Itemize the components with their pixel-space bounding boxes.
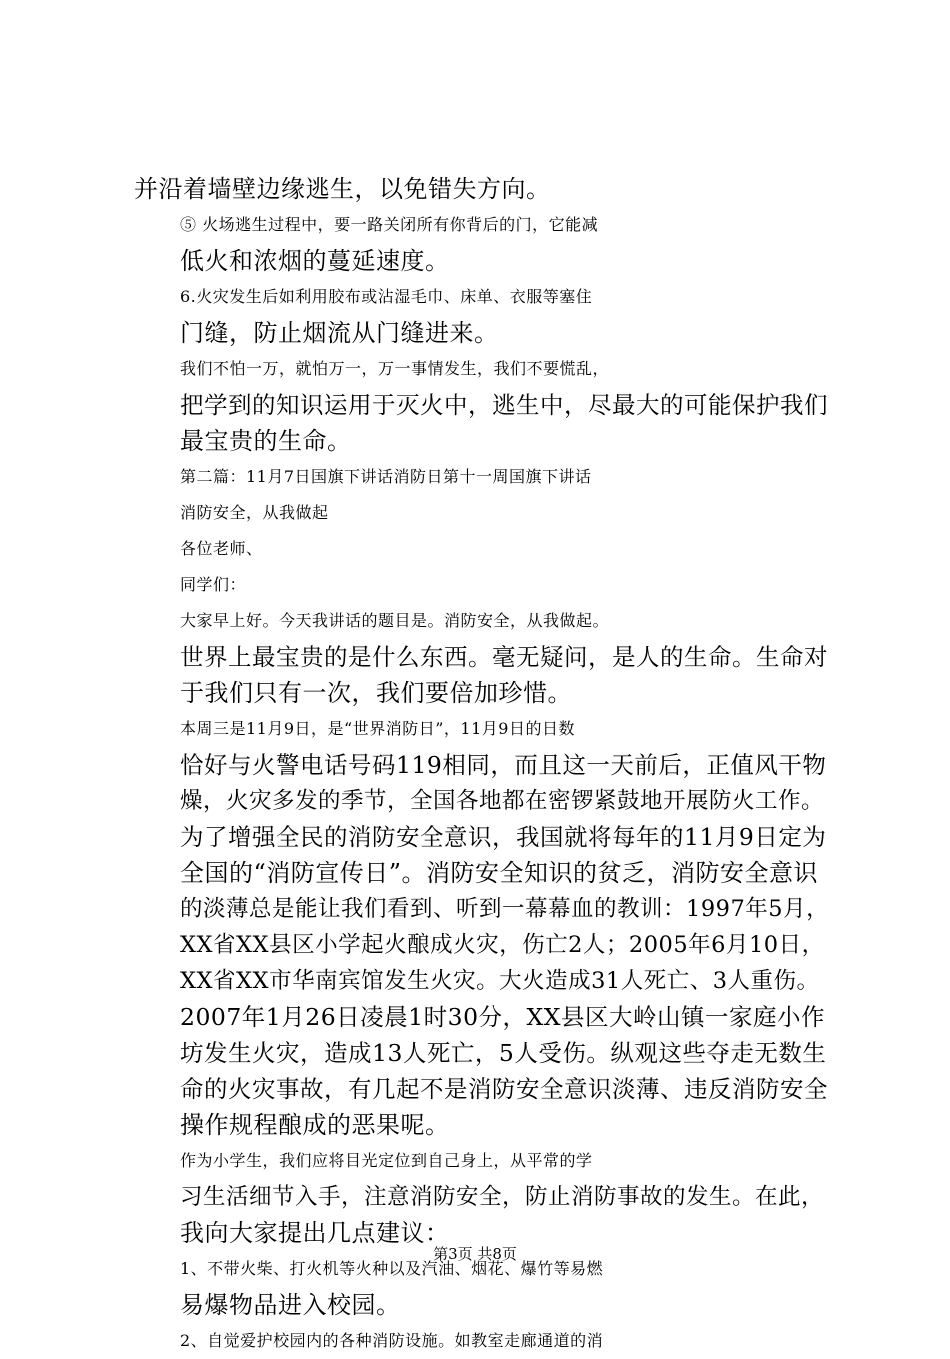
- text-line: 的淡薄总是能让我们看到、听到一幕幕血的教训：1997年5月，: [180, 896, 830, 922]
- paragraph: [134, 495, 830, 531]
- text-line: 大家早上好。今天我讲话的题目是。消防安全，从我做起。: [180, 611, 610, 630]
- text-line: 门缝，防止烟流从门缝进来。: [180, 319, 499, 347]
- text-line: 低火和浓烟的蔓延速度。: [180, 247, 450, 275]
- text-line: 恰好与火警电话号码119相同，而且这一天前后，正值风干物: [180, 751, 827, 779]
- text-line: 作为小学生，我们应将目光定位到自己身上，从平常的学: [180, 1151, 593, 1170]
- text-line: 命的火灾事故，有几起不是消防安全意识淡薄、违反消防安全: [180, 1075, 828, 1103]
- text-line: 为了增强全民的消防安全意识，我国就将每年的11月9日定为: [180, 823, 827, 851]
- text-line: 习生活细节入手，注意消防安全，防止消防事故的发生。在此，: [180, 1184, 825, 1210]
- text-line: 我们不怕一万，就怕万一，万一事情发生，我们不要慌乱，: [180, 359, 610, 378]
- paragraph: [134, 1323, 830, 1359]
- text-line: 第二篇：11月7日国旗下讲话消防日第十一周国旗下讲话: [180, 467, 592, 486]
- text-line: 各位老师、: [180, 539, 263, 558]
- paragraph: [134, 459, 830, 495]
- text-line: 本周三是11月9日，是“世界消防日”，11月9日的日数: [180, 719, 575, 738]
- paragraph: [134, 351, 830, 459]
- text-line: 燥，火灾多发的季节，全国各地都在密锣紧鼓地开展防火工作。: [180, 788, 825, 814]
- document-body: [134, 171, 830, 1359]
- text-line: XX省XX县区小学起火酿成火灾，伤亡2人；2005年6月10日，: [180, 932, 825, 958]
- paragraph: [134, 1143, 830, 1251]
- paragraph: [134, 711, 830, 1143]
- text-line: 把学到的知识运用于灭火中，逃生中，尽最大的可能保护我们: [180, 391, 828, 419]
- text-line: ⑤ 火场逃生过程中，要一路关闭所有你背后的门，它能减: [180, 215, 599, 234]
- text-line: 全国的“消防宣传日”。消防安全知识的贫乏，消防安全意识: [180, 859, 819, 887]
- text-line: 1、不带火柴、打火机等火种以及汽油、烟花、爆竹等易燃: [180, 1259, 604, 1278]
- text-line: 2007年1月26日凌晨1时30分，XX县区大岭山镇一家庭小作: [180, 1003, 825, 1031]
- text-line: 6.火灾发生后如利用胶布或沾湿毛巾、床单、衣服等塞住: [180, 287, 593, 306]
- text-line: 我向大家提出几点建议：: [180, 1219, 450, 1247]
- paragraph: [134, 279, 830, 351]
- paragraph: [134, 531, 830, 567]
- text-line: 同学们：: [180, 575, 247, 594]
- text-line: 并沿着墙壁边缘逃生，以免错失方向。: [134, 175, 551, 203]
- paragraph: [134, 207, 830, 279]
- text-line: 易爆物品进入校园。: [180, 1291, 401, 1319]
- text-line: 消防安全，从我做起: [180, 503, 329, 522]
- paragraph: [134, 603, 830, 711]
- text-line: 操作规程酿成的恶果呢。: [180, 1111, 450, 1139]
- text-line: 最宝贵的生命。: [180, 427, 352, 455]
- text-line: 于我们只有一次，我们要倍加珍惜。: [180, 679, 572, 707]
- text-line: XX省XX市华南宾馆发生火灾。大火造成31人死亡、3人重伤。: [180, 968, 820, 994]
- text-line: 世界上最宝贵的是什么东西。毫无疑问，是人的生命。生命对: [180, 643, 828, 671]
- text-line: 2、自觉爱护校园内的各种消防设施。如教室走廊通道的消: [180, 1331, 604, 1350]
- paragraph: [134, 171, 830, 207]
- paragraph: [134, 567, 830, 603]
- text-line: 坊发生火灾，造成13人死亡，5人受伤。纵观这些夺走无数生: [180, 1039, 827, 1067]
- page-footer: 第3页 共8页: [433, 1245, 517, 1263]
